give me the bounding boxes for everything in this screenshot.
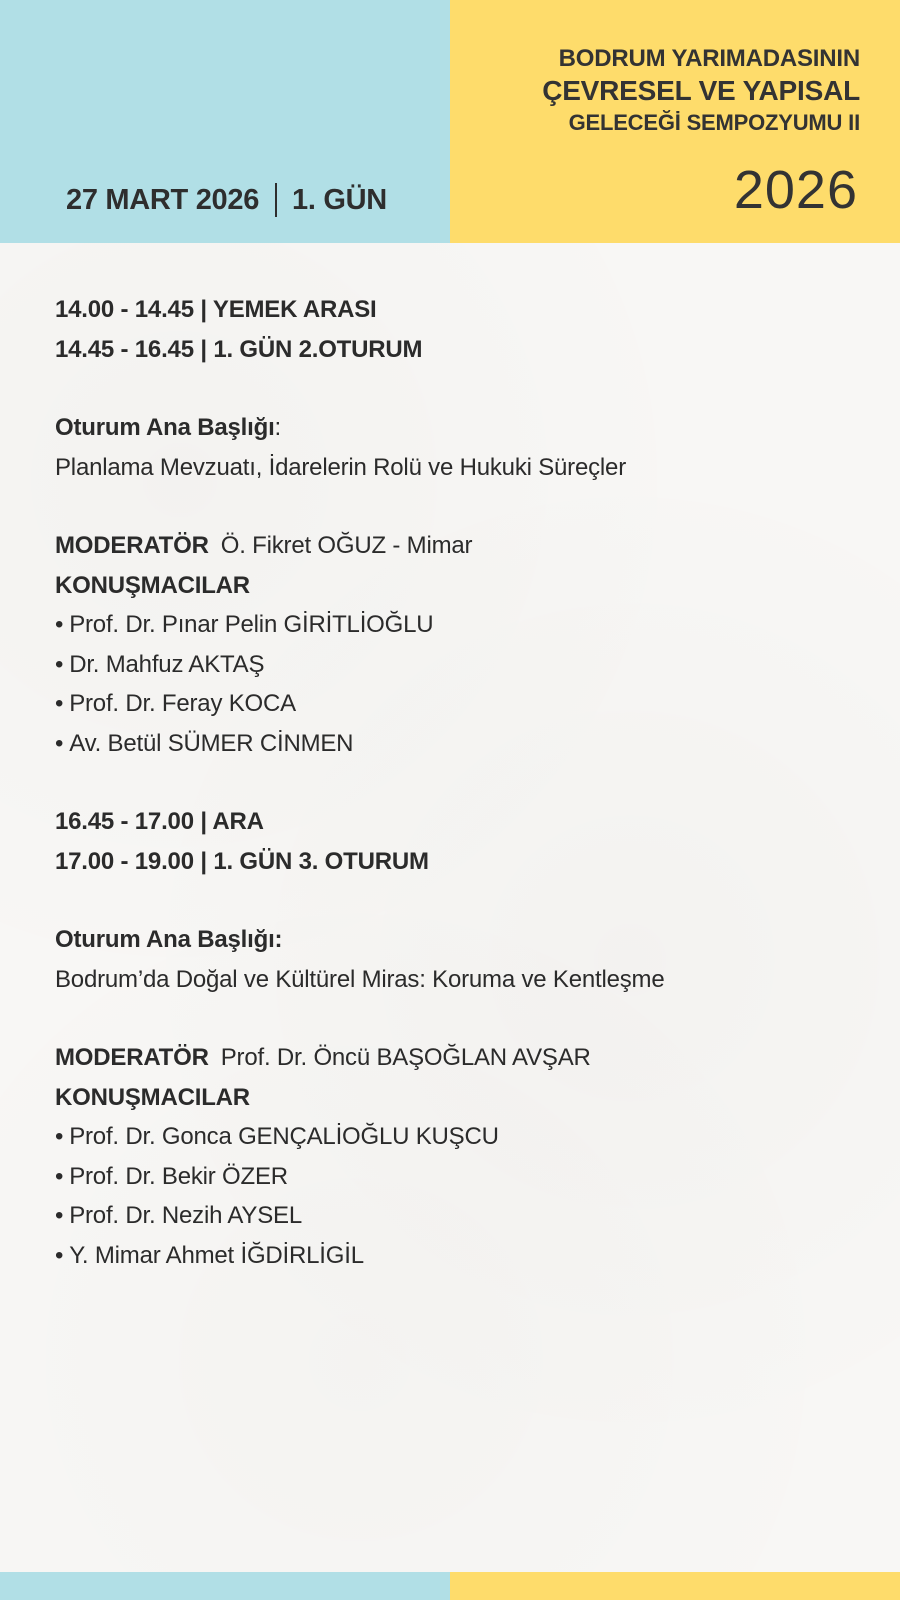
bullet-icon: •	[55, 729, 64, 757]
speaker-name: Av. Betül SÜMER CİNMEN	[69, 729, 354, 757]
session3-moderator: Prof. Dr. Öncü BAŞOĞLAN AVŞAR	[220, 1044, 591, 1071]
lunch-break-time: 14.00 - 14.45 |	[55, 296, 207, 323]
bullet-icon: •	[55, 611, 64, 638]
session3-topic: Bodrum’da Doğal ve Kültürel Miras: Koruma ve Kentleşme	[55, 965, 665, 993]
speaker-name: Prof. Dr. Bekir ÖZER	[69, 1162, 288, 1190]
event-day: 1. GÜN	[292, 183, 387, 216]
footer-blue-bar	[0, 1572, 450, 1600]
date-separator	[275, 183, 277, 217]
symposium-year: 2026	[733, 160, 858, 220]
bullet-icon: •	[55, 1162, 64, 1190]
session3-time: 17.00 - 19.00 |	[55, 847, 207, 875]
speaker-name: Dr. Mahfuz AKTAŞ	[69, 650, 265, 678]
symposium-title-line3: GELECEĞİ SEMPOZYUMU II	[568, 110, 860, 135]
speaker-name: Prof. Dr. Gonca GENÇALİOĞLU KUŞCU	[69, 1123, 499, 1150]
session2-moderator-row	[55, 526, 855, 566]
event-date: 27 MART 2026	[66, 183, 260, 216]
symposium-title	[542, 44, 860, 138]
speaker-item	[55, 1196, 855, 1236]
session2-row	[55, 330, 855, 370]
speaker-item	[55, 1117, 855, 1157]
session2-topic-label: Oturum Ana Başlığı	[55, 414, 275, 441]
speaker-item	[55, 645, 855, 685]
speaker-item	[55, 1236, 855, 1276]
session2-topic-label-row	[55, 408, 855, 448]
program-content	[55, 290, 855, 1275]
symposium-title-line1: BODRUM YARIMADASININ	[558, 45, 860, 72]
session3-speakers-label: KONUŞMACILAR	[55, 1083, 250, 1111]
bullet-icon: •	[55, 690, 64, 717]
session2-time: 14.45 - 16.45 |	[55, 335, 207, 363]
session2-moderator-label: MODERATÖR	[55, 532, 209, 559]
session3-moderator-label: MODERATÖR	[55, 1044, 209, 1071]
break-time: 16.45 - 17.00 |	[55, 808, 207, 835]
bullet-icon: •	[55, 1202, 64, 1229]
footer-yellow-bar	[450, 1572, 900, 1600]
speaker-item	[55, 724, 855, 764]
session3-label: 1. GÜN 3. OTURUM	[213, 847, 429, 875]
break-row	[55, 802, 855, 842]
session2-topic-colon: :	[274, 414, 282, 441]
session3-moderator-row	[55, 1038, 855, 1078]
break-label: ARA	[212, 808, 264, 835]
speaker-item	[55, 684, 855, 724]
speaker-item	[55, 1157, 855, 1197]
speaker-name: Prof. Dr. Pınar Pelin GİRİTLİOĞLU	[69, 611, 434, 638]
lunch-break-label: YEMEK ARASI	[212, 296, 377, 323]
bullet-icon: •	[55, 1241, 64, 1269]
session3-row	[55, 842, 855, 882]
session2-speakers-label: KONUŞMACILAR	[55, 571, 250, 599]
speaker-name: Prof. Dr. Feray KOCA	[69, 690, 296, 717]
session2-moderator: Ö. Fikret OĞUZ - Mimar	[220, 532, 473, 559]
session3-topic-label: Oturum Ana Başlığı:	[55, 926, 283, 953]
header-blue-panel	[0, 0, 450, 243]
header-yellow-panel	[450, 0, 900, 243]
speaker-item	[55, 605, 855, 645]
date-line	[66, 183, 387, 217]
session2-label: 1. GÜN 2.OTURUM	[213, 335, 423, 363]
speaker-name: Y. Mimar Ahmet İĞDİRLİGİL	[69, 1241, 364, 1269]
symposium-title-line2: ÇEVRESEL VE YAPISAL	[542, 75, 860, 106]
speaker-name: Prof. Dr. Nezih AYSEL	[69, 1202, 302, 1229]
lunch-break-row	[55, 290, 855, 330]
session2-topic: Planlama Mevzuatı, İdarelerin Rolü ve Hukuki Süreçler	[55, 453, 626, 481]
bullet-icon: •	[55, 1123, 64, 1150]
bullet-icon: •	[55, 650, 64, 678]
